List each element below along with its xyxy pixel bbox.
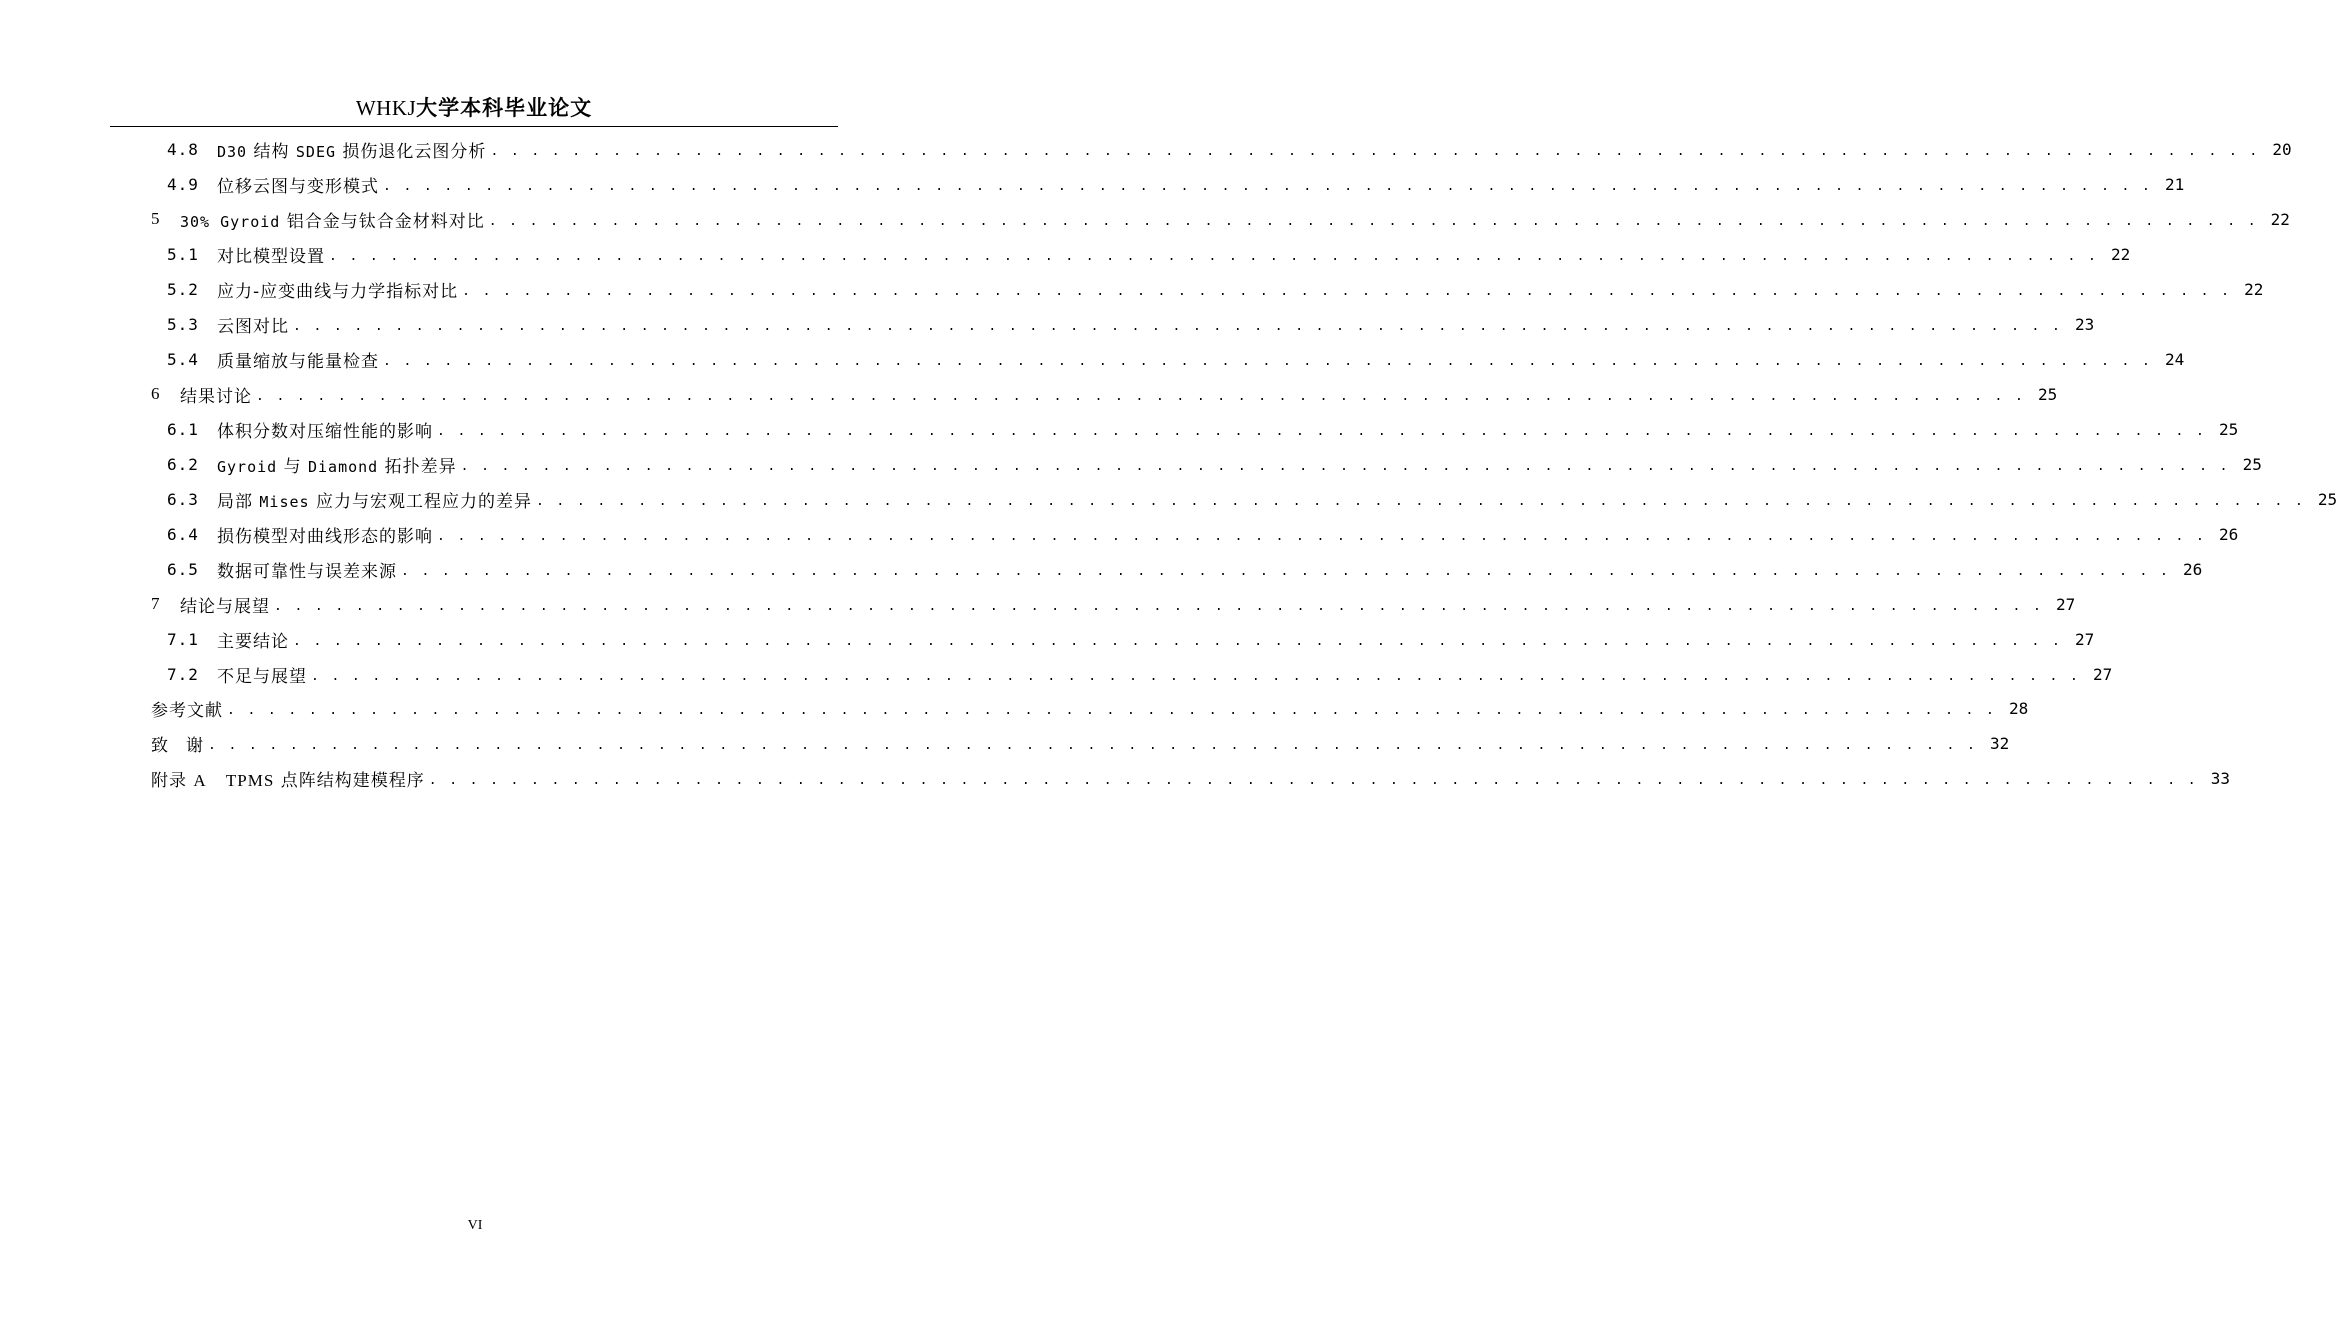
toc-entry-title: 参考文献	[151, 700, 223, 721]
toc-entry-6[interactable]	[151, 377, 2058, 411]
toc-entry-5-2[interactable]	[167, 272, 2264, 306]
toc-entry-title: 30% Gyroid 铝合金与钛合金材料对比	[180, 211, 485, 232]
toc-leader-dots: . . . . . . . . . . . . . . . . . . . . . . . . . . . . . . . . . . . . . . . . . . . . . . . . . . . . . . . . . . . . . . . . . . . . . . . . . . . . . . . . . . . . . . .	[311, 668, 2081, 684]
page-header	[110, 92, 838, 127]
page-number: VI	[467, 1218, 483, 1233]
toc-leader-dots: . . . . . . . . . . . . . . . . . . . . . . . . . . . . . . . . . . . . . . . . . . . . . . . . . . . . . . . . . . . . . . . . . . . . . . . . . . . . . . . . . . . . . . .	[293, 633, 2063, 649]
toc-entry-number: 5	[151, 209, 161, 228]
toc-entry-appendix-a[interactable]	[151, 761, 2230, 795]
toc-entry-page: 21	[2164, 174, 2185, 194]
toc-entry-6-3[interactable]	[167, 482, 2337, 516]
toc-entry-number: 4.9	[167, 174, 199, 194]
toc-entry-page: 28	[2008, 698, 2029, 718]
toc-entry-4-9[interactable]	[167, 167, 2185, 201]
toc-leader-dots: . . . . . . . . . . . . . . . . . . . . . . . . . . . . . . . . . . . . . . . . . . . . . . . . . . . . . . . . . . . . . . . . . . . . . . . . . . . . . . . . . . . . . . .	[227, 702, 1997, 718]
toc-entry-references[interactable]	[151, 691, 2029, 725]
toc-entry-title: 主要结论	[217, 631, 289, 652]
toc-leader-dots: . . . . . . . . . . . . . . . . . . . . . . . . . . . . . . . . . . . . . . . . . . . . . . . . . . . . . . . . . . . . . . . . . . . . . . . . . . . . . . . . . . . . . . .	[428, 772, 2198, 788]
toc-entry-title: 应力-应变曲线与力学指标对比	[217, 281, 459, 302]
toc-leader-dots: . . . . . . . . . . . . . . . . . . . . . . . . . . . . . . . . . . . . . . . . . . . . . . . . . . . . . . . . . . . . . . . . . . . . . . . . . . . . . . . . . . . . . . .	[488, 213, 2258, 229]
toc-entry-page: 22	[2110, 244, 2131, 264]
toc-entry-number: 5.1	[167, 244, 199, 264]
toc-leader-dots: . . . . . . . . . . . . . . . . . . . . . . . . . . . . . . . . . . . . . . . . . . . . . . . . . . . . . . . . . . . . . . . . . . . . . . . . . . . . . . . . . . . . . . .	[460, 458, 2230, 474]
toc-entry-title: 体积分数对压缩性能的影响	[217, 421, 433, 442]
toc-entry-acknowledgements[interactable]	[151, 726, 2010, 760]
toc-entry-title: 数据可靠性与误差来源	[217, 561, 397, 582]
toc-entry-page: 25	[2242, 454, 2262, 474]
toc-leader-dots: . . . . . . . . . . . . . . . . . . . . . . . . . . . . . . . . . . . . . . . . . . . . . . . . . . . . . . . . . . . . . . . . . . . . . . . . . . . . . . . . . . . . . . .	[437, 423, 2207, 439]
toc-entry-4-8[interactable]	[167, 132, 2292, 166]
toc-entry-number: 4.8	[167, 139, 199, 159]
toc-leader-dots: . . . . . . . . . . . . . . . . . . . . . . . . . . . . . . . . . . . . . . . . . . . . . . . . . . . . . . . . . . . . . . . . . . . . . . . . . . . . . . . . . . . . . . .	[274, 598, 2044, 614]
toc-entry-page: 25	[2218, 419, 2239, 439]
toc-entry-number: 5.3	[167, 314, 199, 334]
toc-entry-title: 对比模型设置	[217, 246, 325, 267]
toc-entry-page: 20	[2272, 139, 2292, 159]
toc-entry-page: 26	[2182, 559, 2203, 579]
toc-leader-dots: . . . . . . . . . . . . . . . . . . . . . . . . . . . . . . . . . . . . . . . . . . . . . . . . . . . . . . . . . . . . . . . . . . . . . . . . . . . . . . . . . . . . . . .	[208, 737, 1978, 753]
toc-entry-page: 27	[2092, 664, 2113, 684]
toc-entry-5-1[interactable]	[167, 237, 2131, 271]
toc-entry-page: 25	[2317, 489, 2337, 509]
toc-entry-title: 结论与展望	[180, 596, 270, 617]
toc-entry-6-2[interactable]	[167, 447, 2262, 481]
toc-leader-dots: . . . . . . . . . . . . . . . . . . . . . . . . . . . . . . . . . . . . . . . . . . . . . . . . . . . . . . . . . . . . . . . . . . . . . . . . . . . . . . . . . . . . . . .	[462, 283, 2232, 299]
toc-entry-title: 附录 A TPMS 点阵结构建模程序	[151, 770, 425, 791]
toc-leader-dots: . . . . . . . . . . . . . . . . . . . . . . . . . . . . . . . . . . . . . . . . . . . . . . . . . . . . . . . . . . . . . . . . . . . . . . . . . . . . . . . . . . . . . . .	[383, 178, 2153, 194]
toc-entry-number: 6.1	[167, 419, 199, 439]
toc-leader-dots: . . . . . . . . . . . . . . . . . . . . . . . . . . . . . . . . . . . . . . . . . . . . . . . . . . . . . . . . . . . . . . . . . . . . . . . . . . . . . . . . . . . . . . .	[490, 143, 2260, 159]
toc-entry-page: 24	[2164, 349, 2185, 369]
toc-entry-number: 7	[151, 594, 161, 613]
toc-entry-title: Gyroid 与 Diamond 拓扑差异	[217, 456, 457, 477]
toc-leader-dots: . . . . . . . . . . . . . . . . . . . . . . . . . . . . . . . . . . . . . . . . . . . . . . . . . . . . . . . . . . . . . . . . . . . . . . . . . . . . . . . . . . . . . . .	[437, 528, 2207, 544]
toc-entry-number: 6.4	[167, 524, 199, 544]
toc-entry-6-1[interactable]	[167, 412, 2239, 446]
toc-entry-7-1[interactable]	[167, 622, 2095, 656]
toc-entry-6-4[interactable]	[167, 517, 2239, 551]
toc-entry-page: 22	[2270, 209, 2290, 229]
toc-entry-page: 26	[2218, 524, 2239, 544]
toc-entry-7[interactable]	[151, 587, 2076, 621]
toc-entry-page: 22	[2244, 279, 2264, 299]
toc-leader-dots: . . . . . . . . . . . . . . . . . . . . . . . . . . . . . . . . . . . . . . . . . . . . . . . . . . . . . . . . . . . . . . . . . . . . . . . . . . . . . . . . . . . . . . .	[535, 493, 2306, 509]
toc-entry-5-3[interactable]	[167, 307, 2095, 341]
toc-entry-number: 7.2	[167, 664, 199, 684]
toc-entry-number: 5.4	[167, 349, 199, 369]
toc-leader-dots: . . . . . . . . . . . . . . . . . . . . . . . . . . . . . . . . . . . . . . . . . . . . . . . . . . . . . . . . . . . . . . . . . . . . . . . . . . . . . . . . . . . . . . .	[383, 353, 2153, 369]
toc-entry-title: 位移云图与变形模式	[217, 176, 379, 197]
toc-entry-5-4[interactable]	[167, 342, 2185, 376]
toc-entry-page: 23	[2074, 314, 2095, 334]
toc-entry-number: 5.2	[167, 279, 199, 299]
toc-entry-title: 局部 Mises 应力与宏观工程应力的差异	[217, 491, 532, 512]
toc-entry-page: 27	[2074, 629, 2095, 649]
toc-entry-7-2[interactable]	[167, 657, 2113, 691]
toc-leader-dots: . . . . . . . . . . . . . . . . . . . . . . . . . . . . . . . . . . . . . . . . . . . . . . . . . . . . . . . . . . . . . . . . . . . . . . . . . . . . . . . . . . . . . . .	[293, 318, 2063, 334]
toc-entry-number: 6	[151, 384, 161, 403]
toc-entry-number: 6.3	[167, 489, 199, 509]
toc-entry-number: 7.1	[167, 629, 199, 649]
toc-entry-page: 27	[2055, 594, 2076, 614]
toc-entry-title: 致谢	[151, 735, 204, 756]
toc-entry-title: 结果讨论	[180, 386, 252, 407]
toc-entry-page: 25	[2037, 384, 2058, 404]
toc-entry-title: 不足与展望	[217, 666, 307, 687]
toc-leader-dots: . . . . . . . . . . . . . . . . . . . . . . . . . . . . . . . . . . . . . . . . . . . . . . . . . . . . . . . . . . . . . . . . . . . . . . . . . . . . . . . . . . . . . . .	[256, 388, 2026, 404]
toc-entry-title: D30 结构 SDEG 损伤退化云图分析	[217, 141, 487, 162]
toc-entry-5[interactable]	[151, 202, 2290, 236]
header-title-text: 大学本科毕业论文	[416, 96, 593, 120]
toc-entry-title: 云图对比	[217, 316, 289, 337]
toc-entry-page: 32	[1989, 733, 2010, 753]
toc-entry-title: 损伤模型对曲线形态的影响	[217, 526, 433, 547]
toc-entry-title: 质量缩放与能量检查	[217, 351, 379, 372]
toc-entry-page: 33	[2210, 768, 2230, 788]
header-latin-text: WHKJ	[355, 96, 417, 120]
toc-leader-dots: . . . . . . . . . . . . . . . . . . . . . . . . . . . . . . . . . . . . . . . . . . . . . . . . . . . . . . . . . . . . . . . . . . . . . . . . . . . . . . . . . . . . . . .	[401, 563, 2171, 579]
toc-leader-dots: . . . . . . . . . . . . . . . . . . . . . . . . . . . . . . . . . . . . . . . . . . . . . . . . . . . . . . . . . . . . . . . . . . . . . . . . . . . . . . . . . . . . . . .	[329, 248, 2099, 264]
toc-entry-number: 6.5	[167, 559, 199, 579]
toc-entry-number: 6.2	[167, 454, 199, 474]
toc-entry-6-5[interactable]	[167, 552, 2203, 586]
